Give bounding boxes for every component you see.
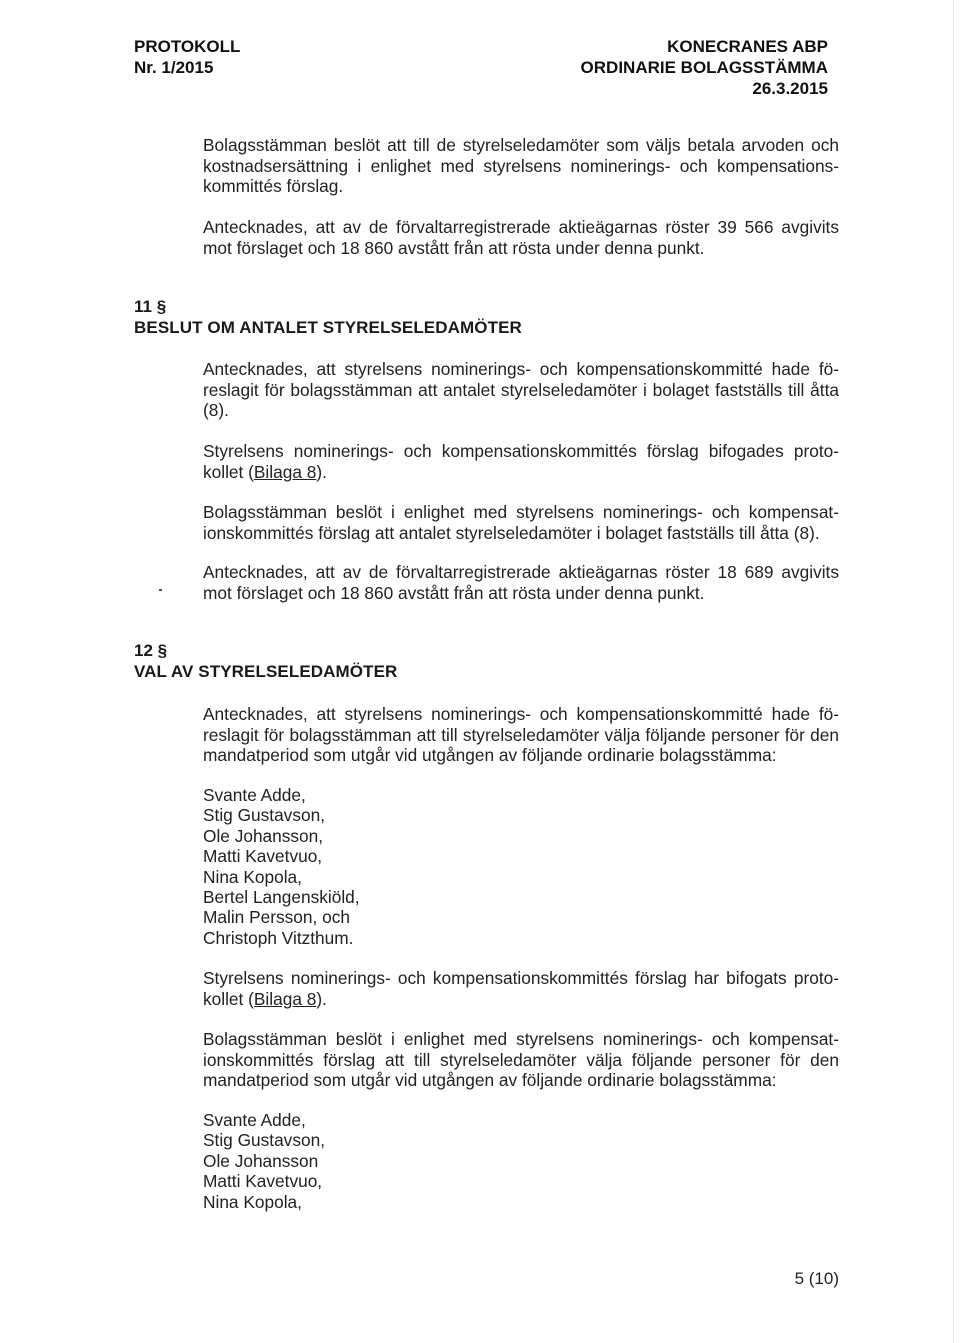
section-11-paragraph-2: Styrelsens nominerings- och kompensationskommittés förslag bifogades proto-kollet (Bilaga 8). bbox=[203, 441, 839, 482]
list-item: Matti Kavetvuo, bbox=[203, 846, 323, 867]
list-item: Christoph Vitzthum. bbox=[203, 927, 354, 948]
section-12-number: 12 § bbox=[134, 641, 168, 660]
section-11-paragraph-1: Antecknades, att styrelsens nominerings- och kompensationskommitté hade fö-reslagit för bolagsstämman att antalet styrelseledamöter i bolaget fastställs till åtta (8). bbox=[203, 359, 839, 421]
scan-speck bbox=[159, 589, 162, 591]
section-11-title: BESLUT OM ANTALET STYRELSELEDAMÖTER bbox=[134, 318, 522, 337]
section-11-number: 11 § bbox=[134, 297, 167, 316]
list-item: Svante Adde, bbox=[203, 1110, 306, 1130]
list-item: Ole Johansson, bbox=[203, 825, 324, 846]
meeting-name: ORDINARIE BOLAGSSTÄMMA bbox=[580, 58, 828, 77]
section-12-title: VAL AV STYRELSELEDAMÖTER bbox=[134, 662, 398, 681]
section-11-paragraph-3: Bolagsstämman beslöt i enlighet med styrelsens nominerings- och kompensat-ionskommittés förslag att antalet styrelseledamöter i bolaget fastställs till åtta (8). bbox=[203, 502, 839, 543]
elected-member-list bbox=[203, 1110, 325, 1212]
company-name: KONECRANES ABP bbox=[667, 37, 828, 56]
header-left bbox=[134, 36, 240, 78]
list-item: Stig Gustavson, bbox=[203, 1130, 325, 1151]
doc-number: Nr. 1/2015 bbox=[134, 58, 214, 77]
list-item: Nina Kopola, bbox=[203, 1191, 302, 1212]
list-item: Bertel Langenskiöld, bbox=[203, 887, 360, 908]
list-item: Malin Persson, och bbox=[203, 907, 350, 928]
scan-edge bbox=[953, 0, 954, 1343]
meeting-date: 26.3.2015 bbox=[752, 79, 828, 98]
list-item: Ole Johansson bbox=[203, 1150, 319, 1171]
section-12-paragraph-3: Bolagsstämman beslöt i enlighet med styrelsens nominerings- och kompensat-ionskommittés förslag att till styrelseledamöter välja följande personer för den mandatperiod som utgår vid utgången av följande ordinarie bolagsstämma: bbox=[203, 1029, 839, 1091]
list-item: Svante Adde, bbox=[203, 785, 306, 805]
attachment-link[interactable]: Bilaga 8 bbox=[253, 461, 317, 482]
list-item: Nina Kopola, bbox=[203, 866, 302, 887]
section-12-paragraph-2: Styrelsens nominerings- och kompensationskommittés förslag har bifogats proto-kollet (Bilaga 8). bbox=[203, 968, 839, 1009]
section-11-paragraph-4: Antecknades, att av de förvaltarregistrerade aktieägarnas röster 18 689 avgivits mot förslaget och 18 860 avstått från att rösta under denna punkt. bbox=[203, 562, 839, 603]
list-item: Stig Gustavson, bbox=[203, 805, 325, 826]
intro-paragraph-1: Bolagsstämman beslöt att till de styrelseledamöter som väljs betala arvoden och kostnadsersättning i enlighet med styrelsens nominerings- och kompensations-kommittés förslag. bbox=[203, 135, 839, 197]
attachment-link[interactable]: Bilaga 8 bbox=[253, 988, 317, 1009]
intro-paragraph-2: Antecknades, att av de förvaltarregistrerade aktieägarnas röster 39 566 avgivits mot förslaget och 18 860 avstått från att rösta under denna punkt. bbox=[203, 217, 839, 258]
section-12-paragraph-1: Antecknades, att styrelsens nominerings- och kompensationskommitté hade fö-reslagit för bolagsstämman att till styrelseledamöter välja följande personer för den mandatperiod som utgår vid utgången av följande ordinarie bolagsstämma: bbox=[203, 704, 839, 766]
header-right bbox=[581, 36, 828, 99]
doc-type: PROTOKOLL bbox=[134, 37, 241, 56]
board-nominee-list bbox=[203, 785, 360, 948]
page-number: 5 (10) bbox=[794, 1269, 839, 1288]
list-item: Matti Kavetvuo, bbox=[203, 1171, 323, 1192]
